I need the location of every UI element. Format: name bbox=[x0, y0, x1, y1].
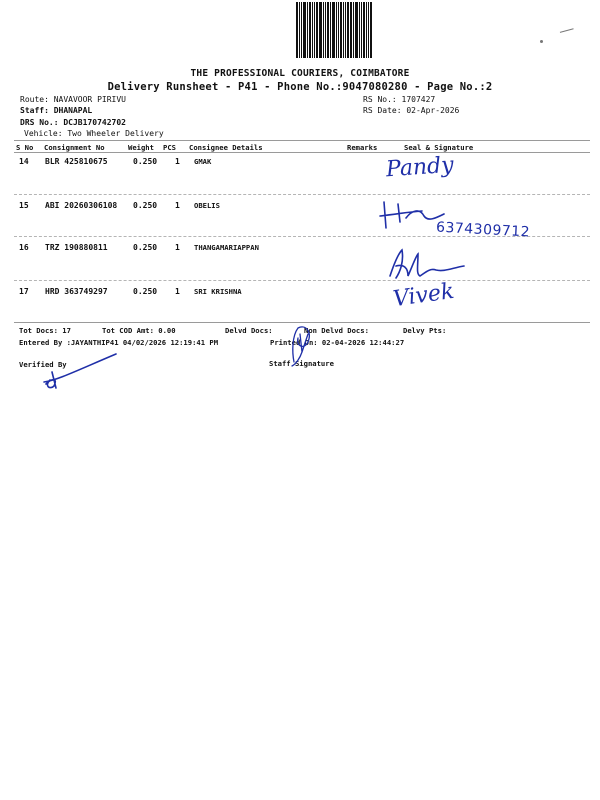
barcode-bar bbox=[325, 2, 326, 58]
row-weight: 0.250 bbox=[133, 201, 158, 210]
barcode-bar bbox=[309, 2, 311, 58]
non-delivered-docs: Non Delvd Docs: bbox=[304, 326, 369, 335]
row-consignee: GMAK bbox=[194, 157, 212, 166]
table-top-rule bbox=[14, 140, 590, 141]
entered-by: Entered By :JAYANTHIP41 04/02/2026 12:19:41 PM bbox=[19, 338, 219, 347]
staff-signature-label: Staff Signature bbox=[269, 359, 334, 368]
total-cod-amount: Tot COD Amt: 0.00 bbox=[102, 326, 176, 335]
row-divider bbox=[14, 194, 590, 195]
row-consignee: THANGAMARIAPPAN bbox=[194, 243, 259, 252]
barcode-bar bbox=[353, 2, 354, 58]
row-consignment: ABI 20260306108 bbox=[45, 201, 118, 210]
row-consignment: HRD 363749297 bbox=[45, 287, 108, 296]
scan-mark bbox=[540, 40, 543, 43]
rs-number: RS No.: 1707427 bbox=[363, 95, 436, 104]
barcode-bar bbox=[319, 2, 322, 58]
row-consignment: BLR 425810675 bbox=[45, 157, 108, 166]
barcode-bar bbox=[332, 2, 335, 58]
row-sno: 17 bbox=[19, 287, 29, 296]
row-consignee: SRI KRISHNA bbox=[194, 287, 242, 296]
table-header-rule bbox=[14, 152, 590, 153]
barcode-bar bbox=[347, 2, 349, 58]
barcode-bar bbox=[368, 2, 369, 58]
barcode-bar bbox=[330, 2, 331, 58]
delivered-docs: Delvd Docs: bbox=[225, 326, 273, 335]
row-sno: 14 bbox=[19, 157, 29, 166]
scan-mark bbox=[560, 28, 574, 35]
col-header-consignee: Consignee Details bbox=[189, 143, 263, 152]
staff-signature-mark bbox=[286, 322, 316, 368]
col-header-signature: Seal & Signature bbox=[404, 143, 474, 152]
barcode-bar bbox=[336, 2, 337, 58]
phone-number-row-15: 6374309712 bbox=[435, 219, 531, 241]
barcode-bar bbox=[370, 2, 372, 58]
barcode-bar bbox=[327, 2, 329, 58]
row-weight: 0.250 bbox=[133, 243, 158, 252]
rs-date: RS Date: 02-Apr-2026 bbox=[363, 106, 460, 115]
col-header-sno: S No bbox=[16, 143, 34, 152]
barcode-bar bbox=[314, 2, 315, 58]
barcode-bar bbox=[361, 2, 362, 58]
drs-number: DRS No.: DCJB170742702 bbox=[20, 118, 126, 127]
barcode-bar bbox=[363, 2, 365, 58]
barcode-bar bbox=[307, 2, 308, 58]
barcode-bar bbox=[301, 2, 302, 58]
col-header-consignment: Consignment No bbox=[44, 143, 105, 152]
barcode-bar bbox=[366, 2, 367, 58]
row-weight: 0.250 bbox=[133, 287, 158, 296]
route-label: Route: NAVAVOOR PIRIVU bbox=[20, 95, 126, 104]
row-pcs: 1 bbox=[175, 243, 180, 252]
row-consignee: OBELIS bbox=[194, 201, 220, 210]
barcode-bar bbox=[316, 2, 318, 58]
barcode-bar bbox=[359, 2, 360, 58]
total-docs: Tot Docs: 17 bbox=[19, 326, 71, 335]
printed-on: Printed On: 02-04-2026 12:44:27 bbox=[270, 338, 405, 347]
row-pcs: 1 bbox=[175, 157, 180, 166]
row-weight: 0.250 bbox=[133, 157, 158, 166]
page-title: THE PROFESSIONAL COURIERS, COIMBATORE bbox=[190, 68, 410, 79]
row-pcs: 1 bbox=[175, 287, 180, 296]
signature-row-17: Vivek bbox=[391, 278, 456, 313]
delivery-points: Delvy Pts: bbox=[403, 326, 447, 335]
barcode-bar bbox=[345, 2, 346, 58]
col-header-weight: Weight bbox=[128, 143, 154, 152]
staff-label: Staff: DHANAPAL bbox=[20, 106, 93, 115]
barcode-bar bbox=[303, 2, 306, 58]
row-consignment: TRZ 190880811 bbox=[45, 243, 108, 252]
page-subtitle: Delivery Runsheet - P41 - Phone No.:9047080280 - Page No.:2 bbox=[107, 81, 493, 93]
barcode-bar bbox=[343, 2, 344, 58]
barcode-bar bbox=[338, 2, 339, 58]
barcode bbox=[296, 2, 372, 58]
verified-by-label: Verified By bbox=[19, 360, 67, 369]
verified-by-signature bbox=[38, 350, 122, 392]
barcode-bar bbox=[312, 2, 313, 58]
row-sno: 15 bbox=[19, 201, 29, 210]
row-sno: 16 bbox=[19, 243, 29, 252]
barcode-bar bbox=[355, 2, 358, 58]
barcode-bar bbox=[296, 2, 298, 58]
signature-row-14: Pandy bbox=[385, 152, 455, 183]
barcode-bar bbox=[323, 2, 324, 58]
col-header-pcs: PCS bbox=[163, 143, 176, 152]
signature-row-16 bbox=[386, 246, 468, 282]
row-divider bbox=[14, 280, 590, 281]
vehicle-label: Vehicle: Two Wheeler Delivery bbox=[24, 129, 164, 138]
barcode-bar bbox=[350, 2, 352, 58]
barcode-bar bbox=[340, 2, 342, 58]
barcode-bar bbox=[299, 2, 300, 58]
row-pcs: 1 bbox=[175, 201, 180, 210]
col-header-remarks: Remarks bbox=[347, 143, 378, 152]
